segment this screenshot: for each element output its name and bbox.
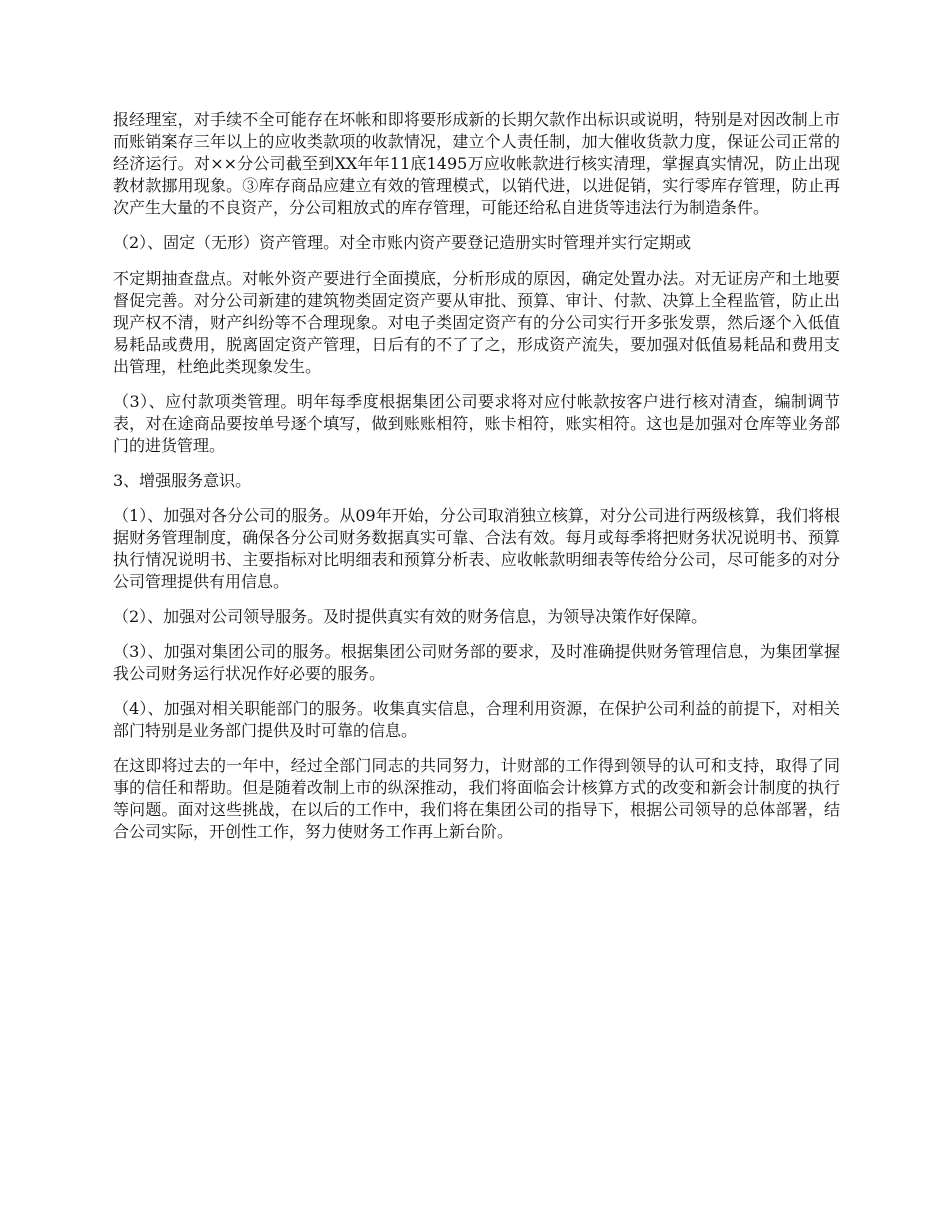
paragraph-service-branches: （1）、加强对各分公司的服务。从09年开始，分公司取消独立核算，对分公司进行两级核算，我们将根据财务管理制度，确保各分公司财务数据真实可靠、合法有效。每月或每季将把财务状况说明书、预算执行情况说明书、主要指标对比明细表和预算分析表、应收帐款明细表等传给分公司，尽可能多的对分公司管理提供有用信息。	[113, 506, 840, 591]
document-page	[113, 109, 840, 856]
section-heading-service: 3、增强服务意识。	[113, 471, 252, 490]
paragraph-payables: （3）、应付款项类管理。明年每季度根据集团公司要求将对应付帐款按客户进行核对清查，编制调节表，对在途商品要按单号逐个填写，做到账账相符，账卡相符，账实相符。这也是加强对仓库等业务部门的进货管理。	[113, 392, 840, 455]
paragraph-service-group: （3）、加强对集团公司的服务。根据集团公司财务部的要求，及时准确提供财务管理信息，为集团掌握我公司财务运行状况作好必要的服务。	[113, 642, 840, 683]
paragraph-fixed-assets-heading: （2）、固定（无形）资产管理。对全市账内资产要登记造册实时管理并实行定期或	[113, 233, 692, 252]
paragraph-service-departments: （4）、加强对相关职能部门的服务。收集真实信息，合理利用资源，在保护公司利益的前提下，对相关部门特别是业务部门提供及时可靠的信息。	[113, 699, 840, 740]
paragraph-receivables-continued: 报经理室，对手续不全可能存在坏帐和即将要形成新的长期欠款作出标识或说明，特别是对因改制上市而账销案存三年以上的应收类款项的收款情况，建立个人责任制，加大催收货款力度，保证公司正常的经济运行。对××分公司截至到XX年年11底1495万应收帐款进行核实清理，掌握真实情况，防止出现教材款挪用现象。③库存商品应建立有效的管理模式，以销代进，以进促销，实行零库存管理，防止再次产生大量的不良资产，分公司粗放式的库存管理，可能还给私自进货等违法行为制造条件。	[113, 110, 840, 217]
paragraph-fixed-assets-body: 不定期抽查盘点。对帐外资产要进行全面摸底，分析形成的原因，确定处置办法。对无证房产和土地要督促完善。对分公司新建的建筑物类固定资产要从审批、预算、审计、付款、决算上全程监管，防止出现产权不清，财产纠纷等不合理现象。对电子类固定资产有的分公司实行开多张发票，然后逐个入低值易耗品或费用，脱离固定资产管理，日后有的不了了之，形成资产流失，要加强对低值易耗品和费用支出管理，杜绝此类现象发生。	[113, 269, 840, 376]
paragraph-service-leadership: （2）、加强对公司领导服务。及时提供真实有效的财务信息，为领导决策作好保障。	[113, 607, 708, 626]
paragraph-conclusion: 在这即将过去的一年中，经过全部门同志的共同努力，计财部的工作得到领导的认可和支持，取得了同事的信任和帮助。但是随着改制上市的纵深推动，我们将面临会计核算方式的改变和新会计制度的执行等问题。面对这些挑战，在以后的工作中，我们将在集团公司的指导下，根据公司领导的总体部署，结合公司实际，开创性工作，努力使财务工作再上新台阶。	[113, 756, 840, 841]
